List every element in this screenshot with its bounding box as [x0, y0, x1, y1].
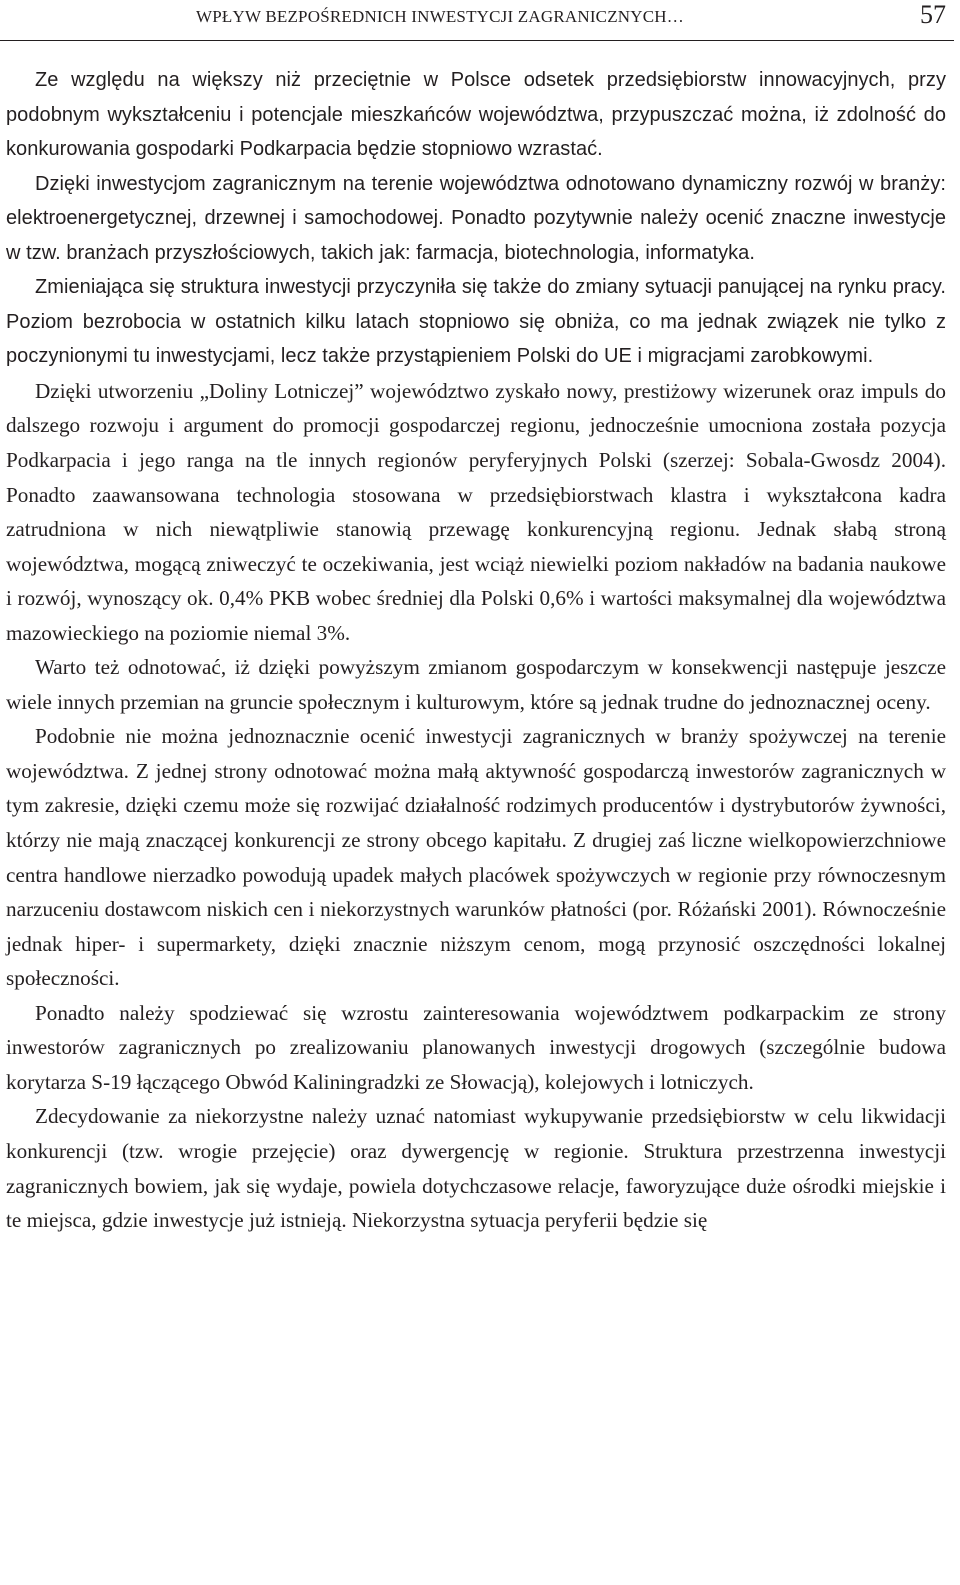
paragraph-6: Podobnie nie można jednoznacznie ocenić inwestycji zagranicznych w branży spożywczej na terenie województwa. Z jednej strony odnotować można małą aktywność gospodarczą inwestorów zagranicznych w tym zakresie, dzięki czemu może się rozwijać działalność rodzimych producentów i dystrybutorów żywności, którzy nie mają znaczącej konkurencji ze strony obcego kapitału. Z drugiej zaś liczne wielkopowierzchniowe centra handlowe nierzadko powodują upadek małych placówek spożywczych w regionie przy równoczesnym narzuceniu dostawcom niskich cen i niekorzystnych warunków płatności (por. Różański 2001). Równocześnie jednak hiper- i supermarkety, dzięki znacznie niższym cenom, mogą przynosić oszczędności lokalnej społeczności.: [6, 724, 946, 991]
running-title: WPŁYW BEZPOŚREDNICH INWESTYCJI ZAGRANICZNYCH…: [196, 7, 684, 26]
paragraph-3: Zmieniająca się struktura inwestycji przyczyniła się także do zmiany sytuacji panującej na rynku pracy. Poziom bezrobocia w ostatnich kilku latach stopniowo się obniża, co ma jednak związek nie tylko z poczynionymi tu inwestycjami, lecz także przystąpieniem Polski do UE i migracjami zarobkowymi.: [6, 276, 946, 368]
paragraph-7: Ponadto należy spodziewać się wzrostu zainteresowania województwem podkarpackim ze strony inwestorów zagranicznych po zrealizowaniu planowanych inwestycji drogowych (szczególnie budowa korytarza S-19 łączącego Obwód Kaliningradzki ze Słowacją), kolejowych i lotniczych.: [6, 1000, 946, 1094]
paragraph-1: Ze względu na większy niż przeciętnie w Polsce odsetek przedsiębiorstw innowacyjnych, przy podobnym wykształceniu i potencjale mieszkańców województwa, przypuszczać można, iż zdolność do konkurowania gospodarki Podkarpacia będzie stopniowo wzrastać.: [6, 69, 946, 161]
paragraph-8: Zdecydowanie za niekorzystne należy uznać natomiast wykupywanie przedsiębiorstw w celu likwidacji konkurencji (tzw. wrogie przejęcie) oraz dywergencję w regionie. Struktura przestrzenna inwestycji zagranicznych bowiem, jak się wydaje, powiela dotychczasowe relacje, faworyzujące duże ośrodki miejskie i te miejsca, gdzie inwestycje już istnieją. Niekorzystna sytuacja peryferii będzie się: [6, 1104, 946, 1233]
page-number: 57: [920, 0, 946, 29]
paragraph-4: Dzięki utworzeniu „Doliny Lotniczej” województwo zyskało nowy, prestiżowy wizerunek oraz impuls do dalszego rozwoju i argument do promocji gospodarczej regionu, jednocześnie umocniona została pozycja Podkarpacia i jego ranga na tle innych regionów peryferyjnych Polski (szerzej: Sobala-Gwosdz 2004). Ponadto zaawansowana technologia stosowana w przedsiębiorstwach klastra i wykształcona kadra zatrudniona w nich niewątpliwie stanowią przewagę konkurencyjną regionu. Jednak słabą stroną województwa, mogącą zniweczyć te oczekiwania, jest wciąż niewielki poziom nakładów na badania naukowe i rozwój, wynoszący ok. 0,4% PKB wobec średniej dla Polski 0,6% i wartości maksymalnej dla województwa mazowieckiego na poziomie niemal 3%.: [6, 378, 946, 645]
paragraph-2: Dzięki inwestycjom zagranicznym na terenie województwa odnotowano dynamiczny rozwój w branży: elektroenergetycznej, drzewnej i samochodowej. Ponadto pozytywnie należy ocenić znaczne inwestycje w tzw. branżach przyszłościowych, takich jak: farmacja, biotechnologia, informatyka.: [6, 172, 946, 264]
body-text: [6, 63, 946, 1238]
running-header: [0, 0, 954, 41]
paragraph-5: Warto też odnotować, iż dzięki powyższym zmianom gospodarczym w konsekwencji następuje jeszcze wiele innych przemian na gruncie społecznym i kulturowym, które są jednak trudne do jednoznacznej oceny.: [6, 655, 946, 714]
